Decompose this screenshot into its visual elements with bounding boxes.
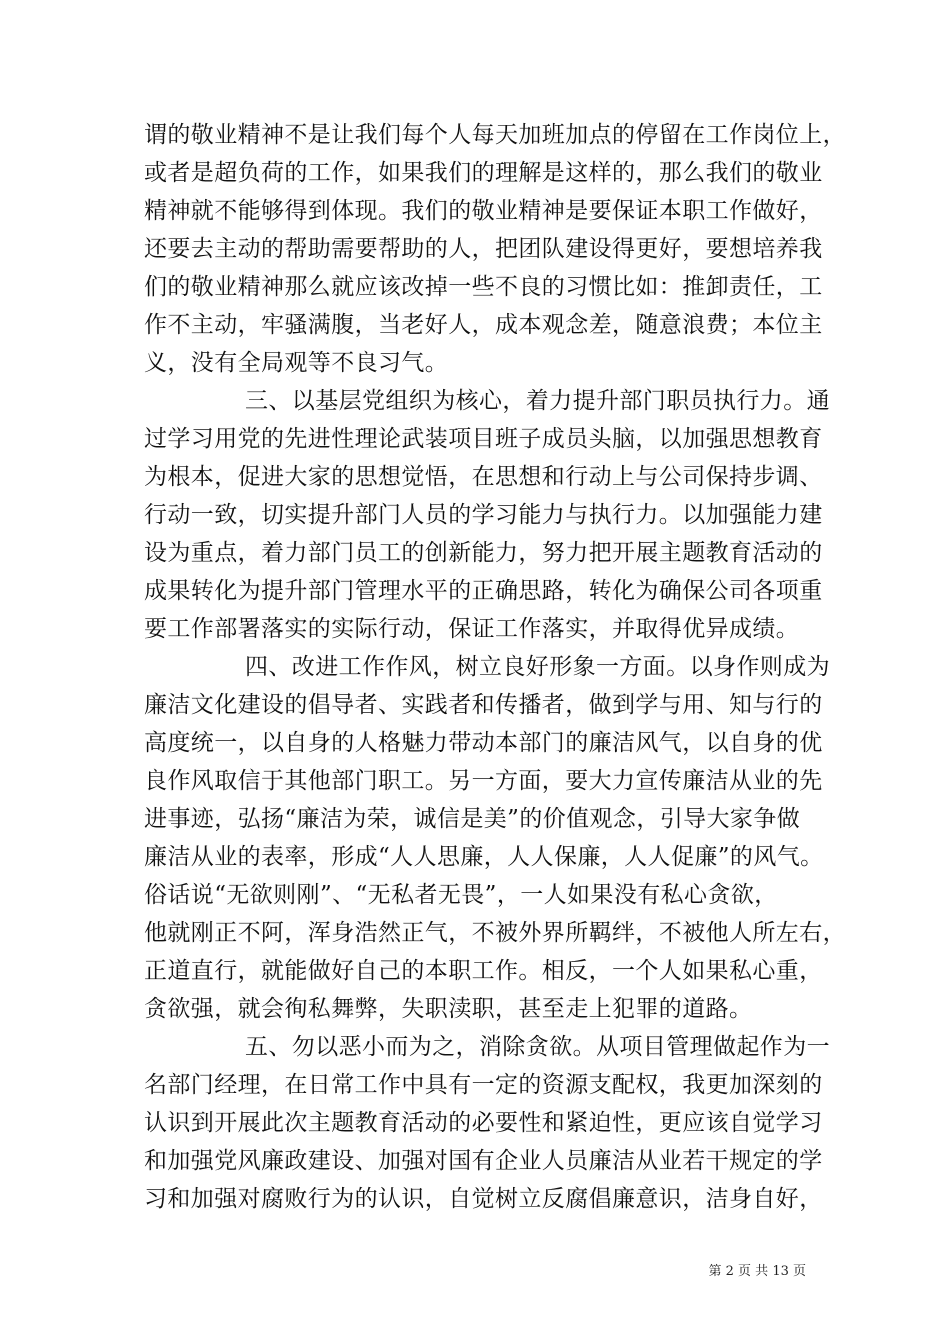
text-line: 高度统一，以自身的人格魅力带动本部门的廉洁风气，以自身的优 — [144, 730, 823, 756]
page-number: 第 2 页 共 13 页 — [708, 1264, 806, 1279]
text-line: 认识到开展此次主题教育活动的必要性和紧迫性，更应该自觉学习 — [144, 1110, 823, 1136]
text-line: 廉洁从业的表率，形成“人人思廉，人人保廉，人人促廉”的风气。 — [144, 844, 824, 870]
text-line: 和加强党风廉政建设、加强对国有企业人员廉洁从业若干规定的学 — [144, 1148, 823, 1174]
text-line: 进事迹，弘扬“廉洁为荣，诚信是美”的价值观念，引导大家争做 — [144, 806, 801, 832]
text-line: 俗话说“无欲则刚”、“无私者无畏”，一人如果没有私心贪欲， — [144, 882, 778, 908]
paragraph-heading: 五、勿以恶小而为之，消除贪欲。从项目管理做起作为一 — [245, 1034, 830, 1060]
text-line: 们的敬业精神那么就应该改掉一些不良的习惯比如：推卸责任，工 — [144, 274, 823, 300]
paragraph-heading: 四、改进工作作风，树立良好形象一方面。以身作则成为 — [245, 654, 830, 680]
text-line: 习和加强对腐败行为的认识，自觉树立反腐倡廉意识，洁身自好， — [144, 1186, 823, 1212]
text-line: 名部门经理，在日常工作中具有一定的资源支配权，我更加深刻的 — [144, 1072, 823, 1098]
text-line: 谓的敬业精神不是让我们每个人每天加班加点的停留在工作岗位上， — [144, 122, 846, 148]
text-line: 要工作部署落实的实际行动，保证工作落实，并取得优异成绩。 — [144, 616, 800, 642]
text-line: 为根本，促进大家的思想觉悟，在思想和行动上与公司保持步调、 — [144, 464, 823, 490]
text-line: 正道直行，就能做好自己的本职工作。相反，一个人如果私心重， — [144, 958, 823, 984]
text-line: 还要去主动的帮助需要帮助的人，把团队建设得更好，要想培养我 — [144, 236, 823, 262]
text-line: 廉洁文化建设的倡导者、实践者和传播者，做到学与用、知与行的 — [144, 692, 823, 718]
text-line: 或者是超负荷的工作，如果我们的理解是这样的，那么我们的敬业 — [144, 160, 823, 186]
text-line: 设为重点，着力部门员工的创新能力，努力把开展主题教育活动的 — [144, 540, 823, 566]
text-line: 义，没有全局观等不良习气。 — [144, 350, 449, 376]
text-line: 作不主动，牢骚满腹，当老好人，成本观念差，随意浪费；本位主 — [144, 312, 823, 338]
text-line: 精神就不能够得到体现。我们的敬业精神是要保证本职工作做好， — [144, 198, 823, 224]
text-line: 成果转化为提升部门管理水平的正确思路，转化为确保公司各项重 — [144, 578, 823, 604]
text-line: 过学习用党的先进性理论武装项目班子成员头脑，以加强思想教育 — [144, 426, 823, 452]
text-line: 行动一致，切实提升部门人员的学习能力与执行力。以加强能力建 — [144, 502, 823, 528]
paragraph-heading: 三、以基层党组织为核心，着力提升部门职员执行力。通 — [245, 388, 830, 414]
text-line: 他就刚正不阿，浑身浩然正气，不被外界所羁绊，不被他人所左右， — [144, 920, 846, 946]
text-line: 良作风取信于其他部门职工。另一方面，要大力宣传廉洁从业的先 — [144, 768, 823, 794]
text-line: 贪欲强，就会徇私舞弊，失职渎职，甚至走上犯罪的道路。 — [144, 996, 753, 1022]
